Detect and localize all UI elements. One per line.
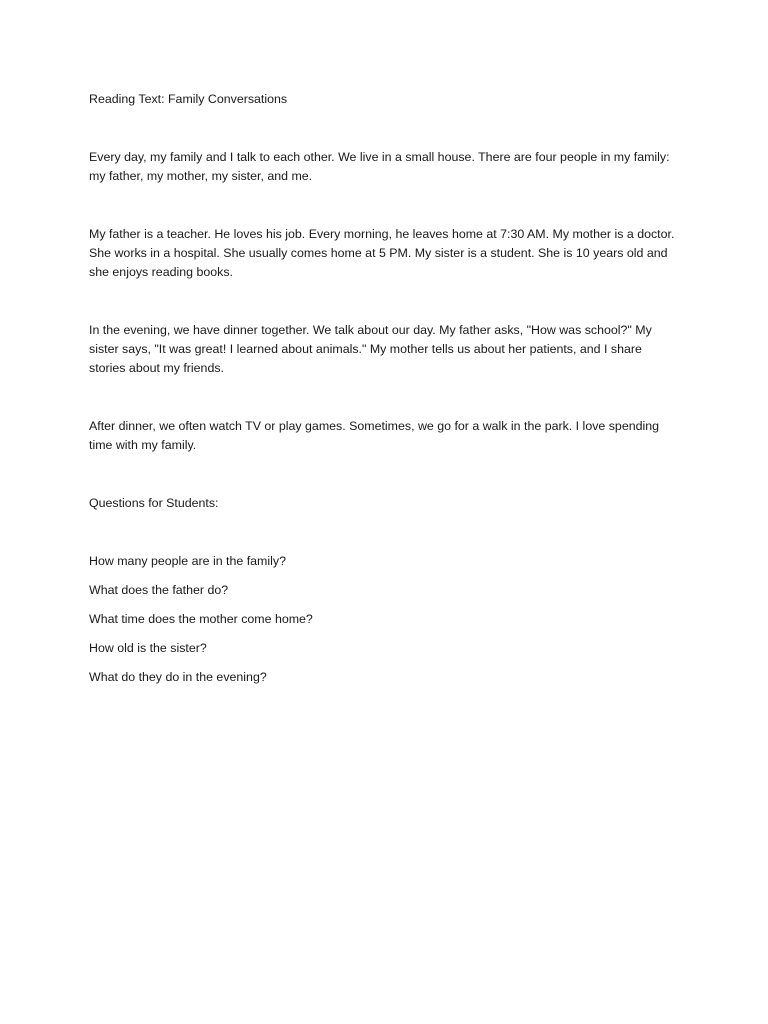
paragraph-family-jobs: My father is a teacher. He loves his job. Every morning, he leaves home at 7:30 AM. My mother is a doctor. She works in a hospital. She usually comes home at 5 PM. My sister is a student. She is 10 years old and she enjoys reading books.	[89, 227, 675, 279]
paragraph-family-intro: Every day, my family and I talk to each other. We live in a small house. There are four people in my family: my father, my mother, my sister, and me.	[89, 150, 670, 183]
paragraph-evening-dinner: In the evening, we have dinner together. We talk about our day. My father asks, "How was school?" My sister says, "It was great! I learned about animals." My mother tells us about her patients, and I share stories about my friends.	[89, 323, 652, 375]
question-item: What do they do in the evening?	[89, 670, 267, 684]
question-item: What time does the mother come home?	[89, 612, 313, 626]
paragraph-after-dinner: After dinner, we often watch TV or play games. Sometimes, we go for a walk in the park. I love spending time with my family.	[89, 419, 660, 452]
questions-heading: Questions for Students:	[89, 496, 219, 510]
document-body	[89, 90, 679, 697]
question-item: What does the father do?	[89, 583, 229, 597]
question-item: How old is the sister?	[89, 641, 207, 655]
questions-list	[89, 552, 679, 687]
document-title: Reading Text: Family Conversations	[89, 92, 288, 106]
question-item: How many people are in the family?	[89, 554, 286, 568]
